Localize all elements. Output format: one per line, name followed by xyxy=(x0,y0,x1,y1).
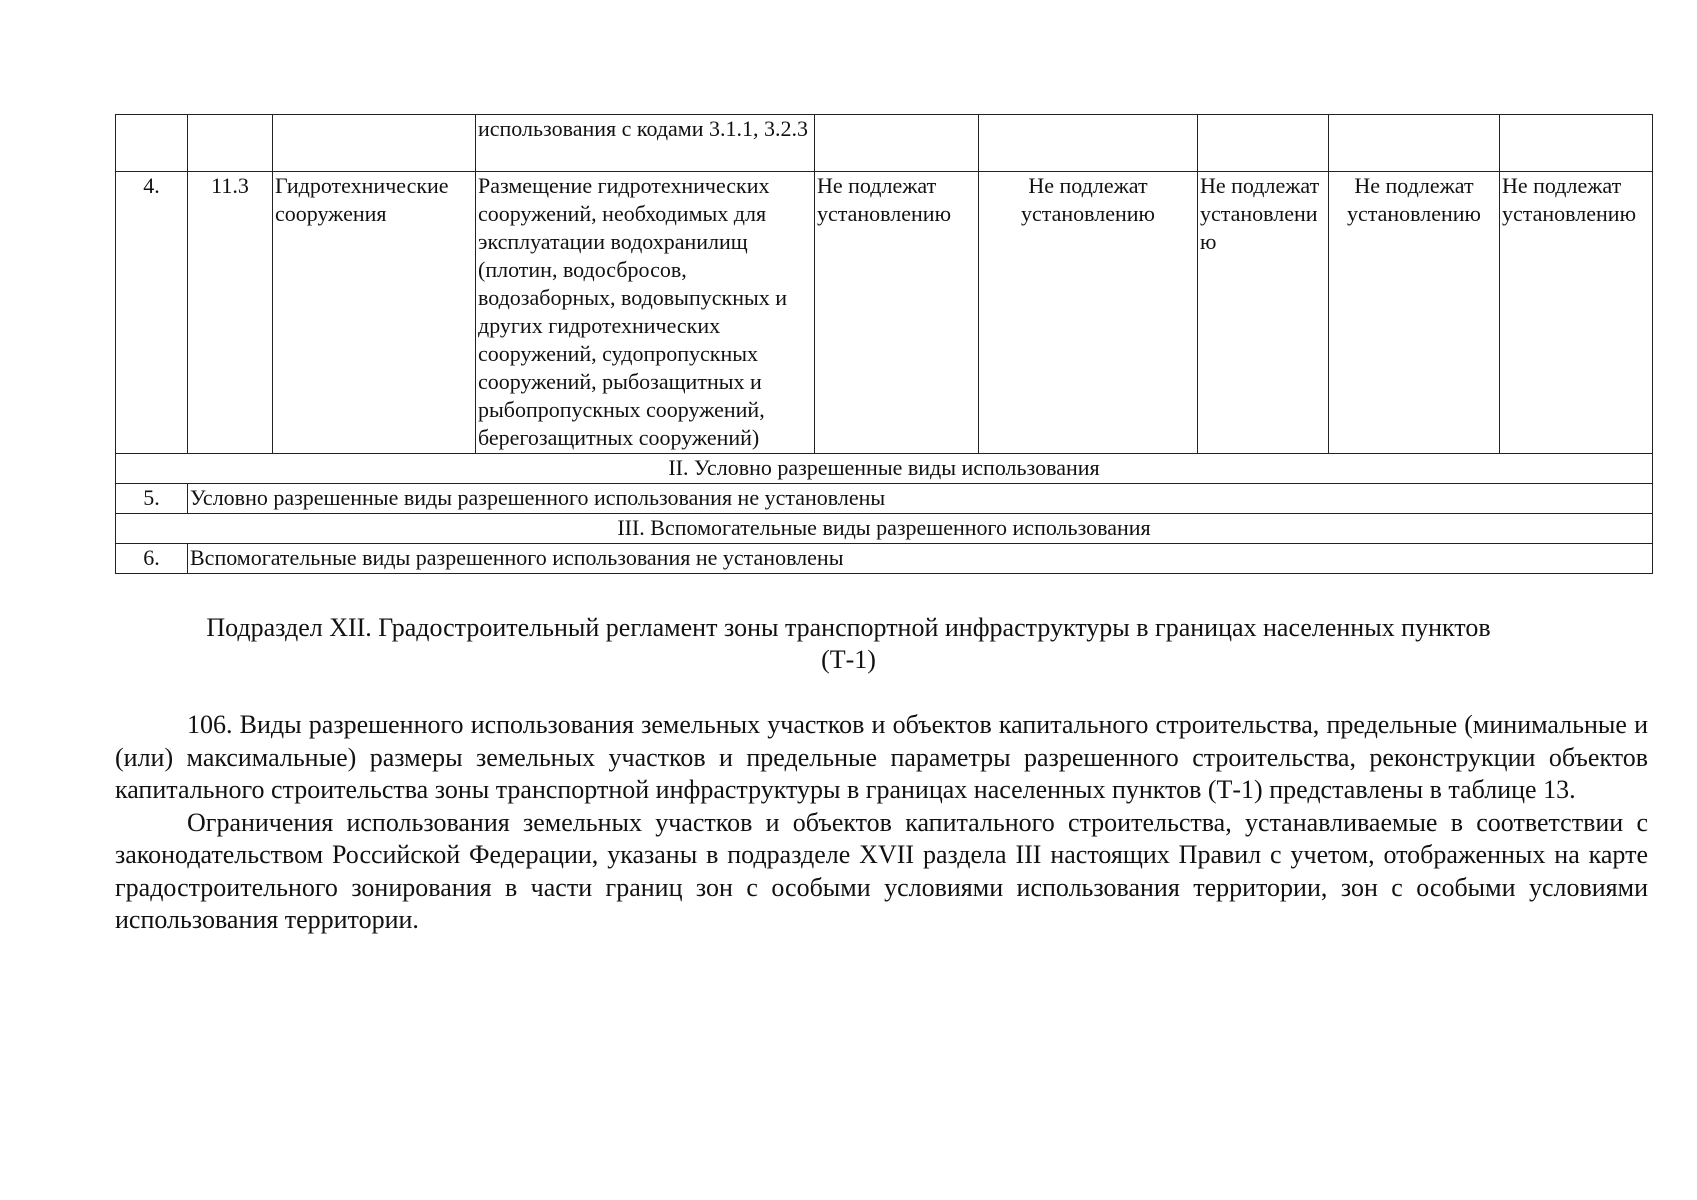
regulation-table xyxy=(115,114,1653,574)
cell-col8: Не подлежат установлению xyxy=(1329,172,1500,454)
cell-description: использования с кодами 3.1.1, 3.2.3 xyxy=(476,115,815,172)
section-row-conditional xyxy=(116,454,1653,484)
cell-description: Размещение гидротехнических сооружений, необходимых для эксплуатации водохранилищ (плотин, водосбросов, водозаборных, водовыпускных и других гидротехнических сооружений, судопропускных сооружений, рыбозащитных и рыбопропускных сооружений, берегозащитных сооружений) xyxy=(476,172,815,454)
section-title-conditional: II. Условно разрешенные виды использования xyxy=(116,454,1653,484)
cell-col5 xyxy=(815,115,979,172)
table-row-5 xyxy=(116,484,1653,514)
paragraph-restrictions: Ограничения использования земельных участков и объектов капитального строительства, устанавливаемые в соответствии с законодательством Российской Федерации, указаны в подразделе XVII раздела III настоящих Правил с учетом, отображенных на карте градостроительного зонирования в части границ зон с особыми условиями использования территории, зон с особыми условиями использования территории. xyxy=(115,807,1648,934)
body-text xyxy=(115,709,1648,937)
cell-name xyxy=(273,115,476,172)
cell-text: Вспомогательные виды разрешенного использования не установлены xyxy=(188,544,1653,574)
cell-col5: Не подлежат установлению xyxy=(815,172,979,454)
cell-col6 xyxy=(979,115,1198,172)
subsection-heading: Подраздел XII. Градостроительный регламент зоны транспортной инфраструктуры в границах населенных пунктов (Т-1) xyxy=(206,613,1491,674)
cell-code xyxy=(188,115,273,172)
cell-text: Условно разрешенные виды разрешенного использования не установлены xyxy=(188,484,1653,514)
cell-col8 xyxy=(1329,115,1500,172)
cell-col9: Не подлежат установлению xyxy=(1500,172,1653,454)
cell-col7: Не подлежат установлению xyxy=(1198,172,1329,454)
cell-number: 6. xyxy=(116,544,188,574)
cell-number xyxy=(116,115,188,172)
cell-col7 xyxy=(1198,115,1329,172)
cell-number: 5. xyxy=(116,484,188,514)
cell-code: 11.3 xyxy=(188,172,273,454)
section-title-auxiliary: III. Вспомогательные виды разрешенного использования xyxy=(116,514,1653,544)
table-row-continuation xyxy=(116,115,1653,172)
paragraph-106: 106. Виды разрешенного использования земельных участков и объектов капитального строительства, предельные (минимальные и (или) максимальные) размеры земельных участков и предельные параметры разрешенного строительства, реконструкции объектов капитального строительства зоны транспортной инфраструктуры в границах населенных пунктов (Т-1) представлены в таблице 13. xyxy=(115,710,1648,804)
cell-number: 4. xyxy=(116,172,188,454)
cell-col6: Не подлежат установлению xyxy=(979,172,1198,454)
cell-name: Гидротехнические сооружения xyxy=(273,172,476,454)
table-row-6 xyxy=(116,544,1653,574)
section-row-auxiliary xyxy=(116,514,1653,544)
table-row-4 xyxy=(116,172,1653,454)
cell-col9 xyxy=(1500,115,1653,172)
